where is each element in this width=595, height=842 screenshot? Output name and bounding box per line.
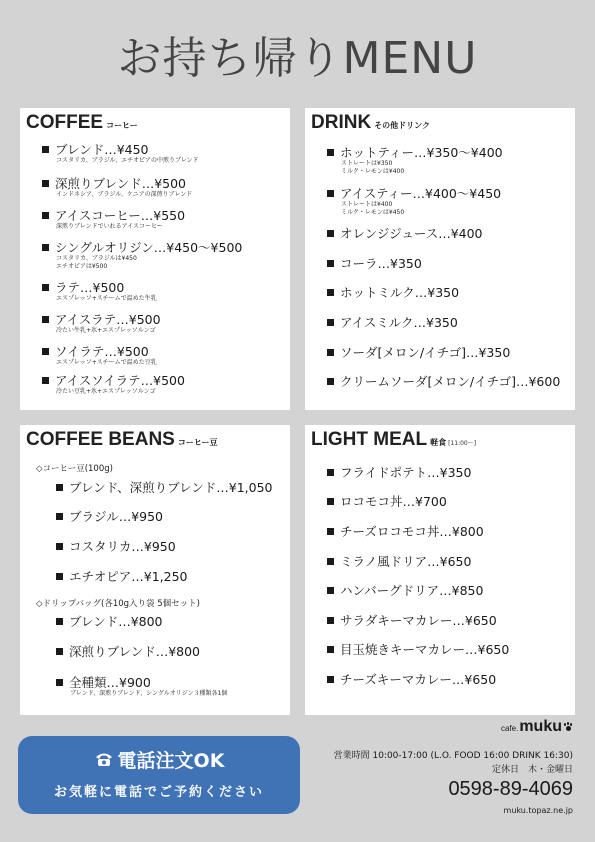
square-bullet-icon — [42, 146, 49, 153]
menu-item-name — [327, 465, 471, 480]
square-bullet-icon — [327, 498, 334, 505]
menu-item-name — [327, 256, 422, 271]
menu-item-description: エチオピアは¥500 — [56, 263, 108, 270]
drink-menu-item — [327, 226, 483, 241]
paw-icon — [564, 722, 573, 731]
square-bullet-icon — [327, 349, 334, 356]
light-menu-item — [327, 672, 496, 687]
menu-item-label: ソイラテ…¥500 — [55, 344, 149, 359]
menu-item-name — [56, 509, 163, 524]
menu-item-name — [327, 583, 483, 598]
square-bullet-icon — [42, 377, 49, 384]
drink-menu-item — [327, 345, 510, 360]
light-menu-item — [327, 642, 509, 657]
menu-item-description: 冷たい牛乳+氷+エスプレッソルンゴ — [56, 327, 156, 334]
square-bullet-icon — [56, 679, 63, 686]
menu-item-label: ホットティー…¥350〜¥400 — [340, 145, 503, 160]
phone-icon — [94, 750, 114, 772]
drink-menu-item — [327, 186, 501, 217]
menu-item-name — [327, 186, 501, 201]
coffee-heading-en: COFFEE — [26, 112, 104, 133]
coffee-menu-item — [42, 312, 161, 335]
menu-item-description: 冷たい豆乳+氷+エスプレッソルンゴ — [56, 388, 156, 395]
menu-item-name — [327, 145, 503, 160]
menu-item-label: ミラノ風ドリア…¥650 — [340, 554, 472, 569]
drink-heading-en: DRINK — [311, 112, 372, 133]
square-bullet-icon — [327, 617, 334, 624]
light-heading-jp: 軽食 — [430, 438, 447, 447]
beans-heading-jp: コーヒー豆 — [177, 438, 218, 447]
menu-item-label: ホットミルク…¥350 — [340, 285, 460, 300]
drink-menu-item — [327, 285, 459, 300]
square-bullet-icon — [327, 676, 334, 683]
logo-name: muku — [519, 718, 562, 735]
square-bullet-icon — [56, 484, 63, 491]
coffee-panel — [20, 108, 290, 410]
menu-item-label: ハンバーグドリア…¥850 — [340, 583, 484, 598]
menu-item-description: ミルク・レモンは¥450 — [341, 209, 405, 216]
menu-item-label: チーズロコモコ丼…¥800 — [340, 524, 484, 539]
menu-item-label: クリームソーダ[メロン/イチゴ]…¥600 — [340, 374, 561, 389]
beans-menu-item — [56, 569, 188, 584]
menu-item-label: チーズキーマカレー…¥650 — [340, 672, 497, 687]
beans-group-heading: ◇コーヒー豆(100g) — [36, 464, 113, 474]
menu-item-name — [56, 644, 200, 659]
menu-item-label: アイスラテ…¥500 — [55, 312, 161, 327]
square-bullet-icon — [56, 618, 63, 625]
menu-item-name — [327, 554, 471, 569]
coffee-menu-item — [42, 176, 192, 199]
beans-menu-item — [56, 509, 163, 524]
square-bullet-icon — [56, 513, 63, 520]
menu-item-label: アイスソイラテ…¥500 — [55, 373, 185, 388]
menu-item-description: エスプレッソ+スチームで温めた牛乳 — [56, 295, 157, 302]
menu-item-label: ブレンド…¥800 — [69, 614, 163, 629]
square-bullet-icon — [327, 469, 334, 476]
light-meal-panel — [305, 425, 575, 715]
square-bullet-icon — [56, 543, 63, 550]
beans-menu-item — [56, 614, 163, 629]
menu-item-label: コーラ…¥350 — [340, 256, 422, 271]
menu-item-label: ブラジル…¥950 — [69, 509, 163, 524]
beans-menu-item — [56, 644, 200, 659]
page-title: お持ち帰りMENU — [117, 33, 478, 84]
menu-item-label: 深煎りブレンド…¥800 — [69, 644, 200, 659]
beans-heading — [26, 429, 218, 451]
square-bullet-icon — [327, 378, 334, 385]
square-bullet-icon — [42, 180, 49, 187]
square-bullet-icon — [327, 230, 334, 237]
menu-item-name — [327, 374, 560, 389]
menu-item-label: 全種類…¥900 — [69, 675, 151, 690]
light-heading — [311, 429, 476, 451]
menu-item-name — [42, 373, 185, 388]
menu-item-name — [327, 345, 510, 360]
square-bullet-icon — [42, 212, 49, 219]
menu-item-description: コスタリカ、ブラジル、エチオピアの中煎りブレンド — [56, 157, 199, 164]
logo-prefix: cafe. — [500, 724, 519, 733]
menu-item-label: コスタリカ…¥950 — [69, 539, 176, 554]
menu-item-name — [327, 642, 509, 657]
menu-item-label: ロコモコ丼…¥700 — [340, 494, 447, 509]
coffee-menu-item — [42, 208, 185, 231]
menu-item-name — [327, 672, 496, 687]
menu-item-name — [42, 280, 157, 295]
menu-item-name — [327, 524, 484, 539]
phone-order-title — [18, 746, 300, 773]
menu-item-label: サラダキーマカレー…¥650 — [340, 613, 497, 628]
menu-item-label: ラテ…¥500 — [55, 280, 125, 295]
square-bullet-icon — [327, 587, 334, 594]
menu-item-name — [56, 675, 227, 690]
business-hours: 営業時間 10:00-17:00 (L.O. FOOD 16:00 DRINK 16:30) — [333, 751, 573, 761]
menu-item-label: オレンジジュース…¥400 — [340, 226, 483, 241]
menu-item-description: ブレンド、深煎りブレンド、シングルオリジン３種類各1個 — [70, 690, 228, 697]
menu-item-name — [327, 613, 497, 628]
coffee-menu-item — [42, 373, 185, 396]
beans-menu-item — [56, 675, 227, 698]
light-menu-item — [327, 524, 484, 539]
coffee-heading — [26, 112, 138, 134]
menu-item-name — [42, 312, 161, 327]
light-menu-item — [327, 613, 497, 628]
square-bullet-icon — [42, 348, 49, 355]
coffee-heading-jp: コーヒー — [106, 121, 138, 130]
menu-item-name — [56, 480, 273, 495]
drink-menu-item — [327, 315, 458, 330]
menu-item-description: 深煎りブレンドでいれるアイスコーヒー — [56, 223, 163, 230]
square-bullet-icon — [327, 190, 334, 197]
drink-heading — [311, 112, 430, 134]
menu-item-name — [42, 344, 157, 359]
menu-item-label: アイスコーヒー…¥550 — [55, 208, 186, 223]
beans-menu-item — [56, 539, 176, 554]
menu-item-name — [327, 494, 447, 509]
menu-item-label: ブレンド、深煎りブレンド…¥1,050 — [69, 480, 273, 495]
square-bullet-icon — [327, 558, 334, 565]
square-bullet-icon — [327, 260, 334, 267]
drink-menu-item — [327, 256, 422, 271]
coffee-menu-item — [42, 344, 157, 367]
light-heading-hours: [11:00〜] — [448, 440, 477, 447]
reservation-note: お気軽に電話でご予約ください — [53, 785, 264, 800]
menu-item-name — [327, 285, 459, 300]
phone-order-label: 電話注文OK — [117, 750, 225, 772]
square-bullet-icon — [42, 284, 49, 291]
menu-item-description: インドネシア、ブラジル、ケニアの深煎りブレンド — [56, 191, 193, 198]
drink-heading-jp: その他ドリンク — [374, 121, 431, 130]
phone-order-banner — [18, 736, 300, 814]
menu-item-description: ミルク・レモンは¥400 — [341, 168, 405, 175]
drink-menu-item — [327, 374, 560, 389]
menu-item-label: ソーダ[メロン/イチゴ]…¥350 — [340, 345, 511, 360]
beans-heading-en: COFFEE BEANS — [26, 429, 175, 450]
menu-item-name — [42, 240, 242, 255]
menu-item-description: ストレートは¥400 — [341, 201, 393, 208]
drink-menu-item — [327, 145, 503, 176]
light-heading-en: LIGHT MEAL — [311, 429, 428, 450]
menu-item-label: ブレンド…¥450 — [55, 142, 149, 157]
menu-item-label: 目玉焼きキーマカレー…¥650 — [340, 642, 510, 657]
menu-item-label: アイスティー…¥400〜¥450 — [340, 186, 502, 201]
coffee-beans-panel — [20, 425, 290, 715]
website-url: muku.topaz.ne.jp — [503, 806, 573, 815]
coffee-menu-item — [42, 280, 157, 303]
coffee-menu-item — [42, 142, 199, 165]
menu-item-description: ストレートは¥350 — [341, 160, 393, 167]
menu-item-label: エチオピア…¥1,250 — [69, 569, 188, 584]
light-menu-item — [327, 494, 447, 509]
menu-item-label: フライドポテト…¥350 — [340, 465, 472, 480]
square-bullet-icon — [327, 319, 334, 326]
menu-item-name — [327, 315, 458, 330]
menu-item-name — [56, 539, 176, 554]
square-bullet-icon — [327, 149, 334, 156]
beans-menu-item — [56, 480, 273, 495]
menu-item-name — [42, 208, 185, 223]
menu-item-label: シングルオリジン…¥450〜¥500 — [55, 240, 243, 255]
coffee-menu-item — [42, 240, 242, 271]
shop-logo — [501, 718, 573, 736]
light-menu-item — [327, 583, 483, 598]
menu-item-name — [56, 569, 188, 584]
menu-item-name — [42, 142, 199, 157]
light-menu-item — [327, 554, 471, 569]
square-bullet-icon — [56, 648, 63, 655]
square-bullet-icon — [42, 244, 49, 251]
menu-item-name — [42, 176, 192, 191]
light-menu-item — [327, 465, 471, 480]
square-bullet-icon — [42, 316, 49, 323]
square-bullet-icon — [327, 528, 334, 535]
phone-number: 0598-89-4069 — [448, 778, 573, 800]
menu-item-label: 深煎りブレンド…¥500 — [55, 176, 186, 191]
square-bullet-icon — [327, 289, 334, 296]
drink-panel — [305, 108, 575, 410]
square-bullet-icon — [327, 646, 334, 653]
closed-days: 定休日 木・金曜日 — [491, 765, 573, 775]
square-bullet-icon — [56, 573, 63, 580]
menu-item-description: コスタリカ、ブラジルは¥450 — [56, 255, 137, 262]
menu-item-name — [56, 614, 163, 629]
drip-bag-group-heading: ◇ドリップバッグ(各10g入り袋 5個セット) — [36, 599, 200, 609]
menu-item-label: アイスミルク…¥350 — [340, 315, 458, 330]
menu-item-name — [327, 226, 483, 241]
menu-item-description: エスプレッソ+スチームで温めた豆乳 — [56, 359, 157, 366]
